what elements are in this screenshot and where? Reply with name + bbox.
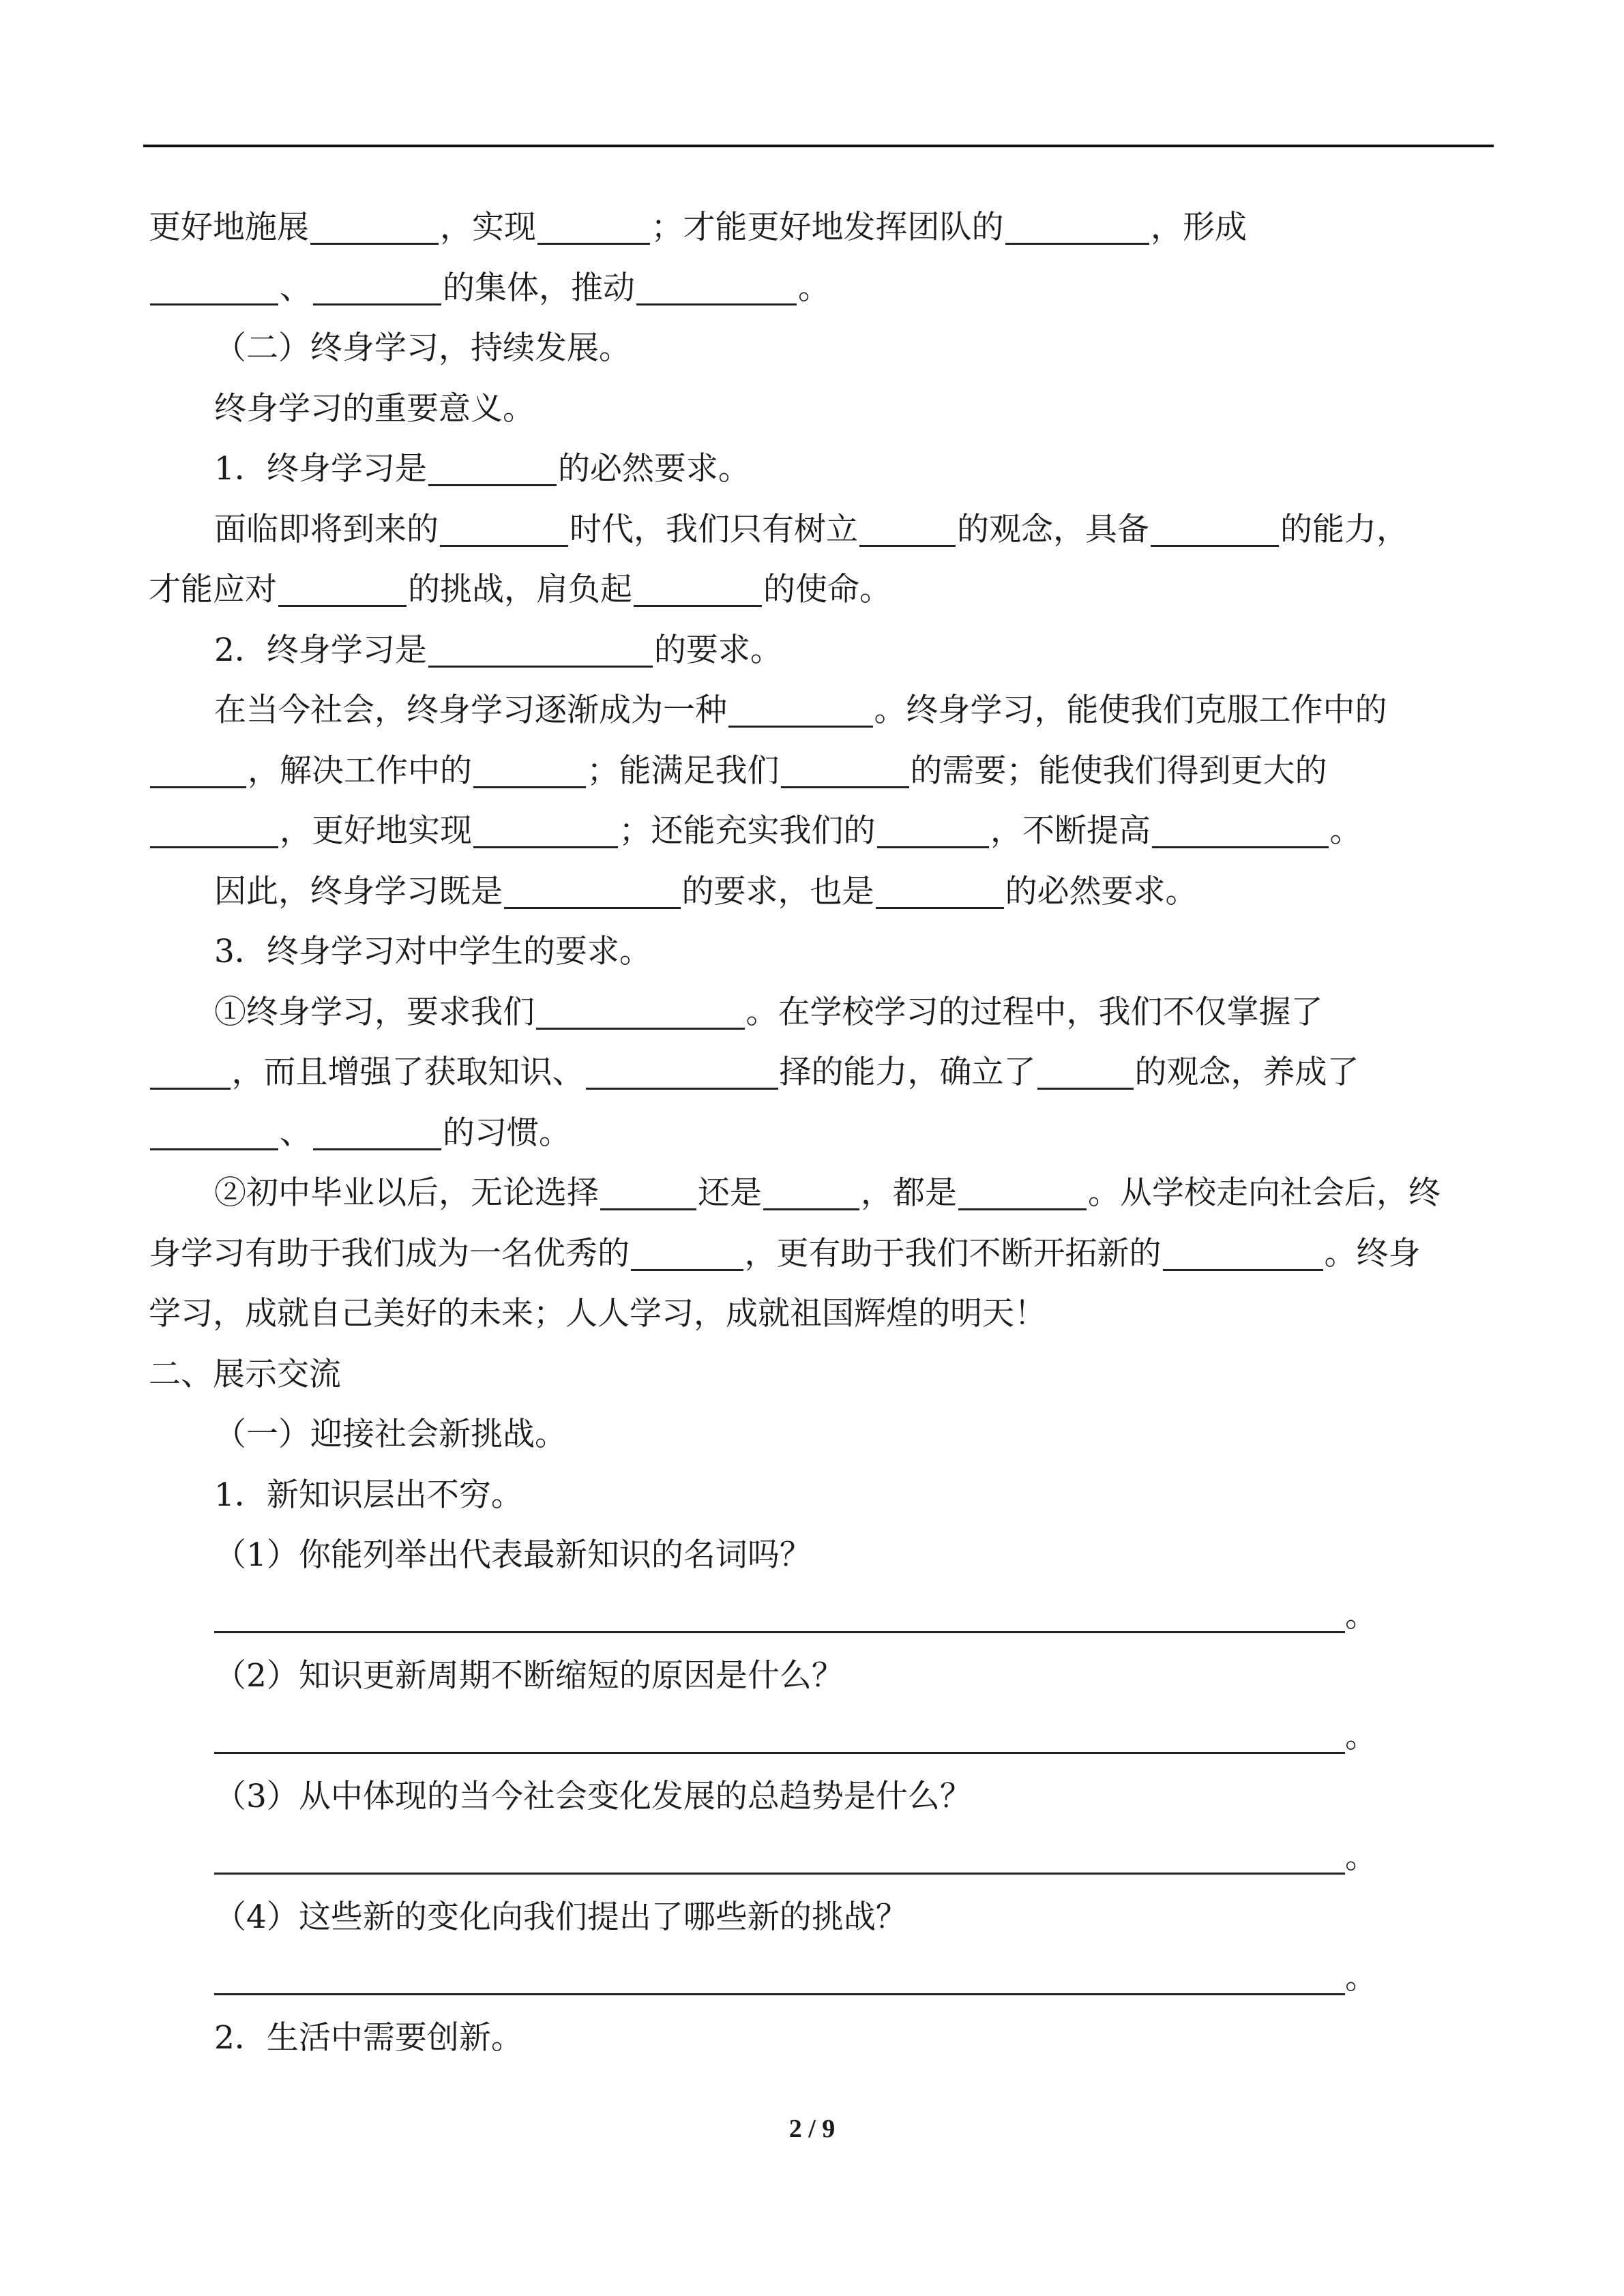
line-text: （1）你能列举出代表最新知识的名词吗？	[214, 1536, 812, 1574]
fill-in-blank[interactable]	[428, 627, 653, 668]
line-text: 。	[1345, 1717, 1377, 1755]
line-text: 。	[798, 269, 830, 307]
fill-in-blank[interactable]	[600, 1170, 696, 1210]
document-body	[149, 198, 1486, 2069]
fill-in-blank[interactable]	[636, 265, 797, 305]
line-text: ，解决工作中的	[248, 751, 472, 790]
text-line	[149, 439, 1486, 500]
fill-in-blank[interactable]	[763, 1170, 859, 1210]
line-text: 。	[1345, 1958, 1377, 1997]
line-text: 3．终身学习对中学生的要求。	[214, 933, 651, 970]
text-line	[149, 318, 1486, 379]
line-text: 的挑战，肩负起	[408, 571, 632, 608]
line-text: 的观念，养成了	[1134, 1054, 1359, 1091]
line-text: ，不断提高	[990, 812, 1151, 850]
line-text: ；能满足我们	[587, 751, 780, 790]
line-text: （2）知识更新周期不断缩短的原因是什么？	[214, 1657, 844, 1695]
text-line	[149, 1828, 1486, 1888]
line-text: 的使命。	[763, 571, 891, 608]
line-text: 二、展示交流	[149, 1355, 341, 1393]
fill-in-blank[interactable]	[537, 205, 650, 245]
page-number: 2 / 9	[788, 2115, 836, 2143]
line-text: 时代，我们只有树立	[570, 510, 858, 548]
line-text: ，而且增强了获取知识、	[231, 1054, 585, 1091]
fill-in-blank[interactable]	[313, 1110, 441, 1150]
line-text: 。在学校学习的过程中，我们不仅掌握了	[745, 993, 1323, 1031]
text-line	[149, 1284, 1486, 1345]
text-line	[149, 681, 1486, 741]
text-line	[149, 1767, 1486, 1828]
fill-in-blank[interactable]	[150, 265, 278, 305]
line-text: ，更好地实现	[280, 812, 472, 850]
text-line	[149, 1345, 1486, 1405]
line-text: 的必然要求。	[1005, 872, 1198, 910]
line-text: 2．生活中需要创新。	[214, 2019, 523, 2057]
line-text: （一）迎接社会新挑战。	[214, 1416, 567, 1453]
line-text: 的能力，	[1280, 510, 1408, 548]
line-text: 的要求，也是	[681, 872, 874, 910]
line-text: 因此，终身学习既是	[214, 872, 503, 910]
fill-in-blank[interactable]	[781, 748, 909, 788]
line-text: 、	[280, 1114, 312, 1152]
text-line	[149, 1163, 1486, 1224]
line-text: 。	[1345, 1596, 1377, 1635]
line-text: 、	[280, 269, 312, 307]
text-line	[149, 1948, 1486, 2009]
answer-line[interactable]	[214, 1714, 1345, 1754]
line-text: ；才能更好地发挥团队的	[651, 209, 1004, 246]
line-text: 。	[1329, 812, 1362, 850]
line-text: 。从学校走向社会后，终	[1088, 1174, 1441, 1212]
header-rule	[143, 145, 1494, 147]
fill-in-blank[interactable]	[877, 808, 990, 848]
fill-in-blank[interactable]	[440, 507, 568, 547]
text-line	[149, 198, 1486, 258]
fill-in-blank[interactable]	[1152, 808, 1329, 848]
line-text: 。终身	[1324, 1234, 1421, 1272]
text-line	[149, 1043, 1486, 1103]
line-text: ，形成	[1151, 209, 1247, 246]
fill-in-blank[interactable]	[313, 265, 441, 305]
line-text: 学习，成就自己美好的未来；人人学习，成就祖国辉煌的明天！	[149, 1295, 1046, 1332]
answer-line[interactable]	[214, 1593, 1345, 1633]
fill-in-blank[interactable]	[150, 808, 278, 848]
text-line	[149, 983, 1486, 1043]
line-text: ，实现	[440, 209, 536, 246]
line-text: 面临即将到来的	[214, 510, 439, 548]
text-line	[149, 258, 1486, 319]
fill-in-blank[interactable]	[1151, 507, 1279, 547]
line-text: ②初中毕业以后，无论选择	[214, 1174, 599, 1212]
text-line	[149, 1888, 1486, 1948]
line-text: （二）终身学习，持续发展。	[214, 329, 631, 367]
text-line	[149, 621, 1486, 681]
line-text: ；还能充实我们的	[619, 812, 876, 850]
text-line	[149, 560, 1486, 621]
fill-in-blank[interactable]	[150, 1049, 231, 1090]
text-line	[149, 1465, 1486, 1526]
fill-in-blank[interactable]	[428, 446, 557, 486]
fill-in-blank[interactable]	[536, 989, 745, 1030]
line-text: ，都是	[861, 1174, 957, 1212]
fill-in-blank[interactable]	[631, 1231, 743, 1271]
text-line	[149, 1405, 1486, 1465]
fill-in-blank[interactable]	[278, 567, 407, 607]
text-line	[149, 1586, 1486, 1647]
fill-in-blank[interactable]	[473, 808, 618, 848]
line-text: 。终身学习，能使我们克服工作中的	[874, 691, 1387, 729]
line-text: 终身学习的重要意义。	[214, 389, 535, 428]
line-text: ，更有助于我们不断开拓新的	[744, 1234, 1162, 1272]
line-text: 。	[1345, 1838, 1377, 1876]
text-line	[149, 1224, 1486, 1285]
line-text: 的必然要求。	[557, 450, 750, 488]
text-line	[149, 2008, 1486, 2069]
fill-in-blank[interactable]	[1005, 205, 1150, 245]
text-line	[149, 801, 1486, 862]
fill-in-blank[interactable]	[876, 869, 1004, 909]
fill-in-blank[interactable]	[586, 1049, 778, 1090]
fill-in-blank[interactable]	[150, 1110, 278, 1150]
fill-in-blank[interactable]	[634, 567, 762, 607]
text-line	[149, 1707, 1486, 1768]
line-text: 的观念，具备	[957, 510, 1149, 548]
line-text: （4）这些新的变化向我们提出了哪些新的挑战？	[214, 1898, 908, 1936]
line-text: 的集体，推动	[443, 269, 635, 307]
text-line	[149, 1525, 1486, 1586]
fill-in-blank[interactable]	[958, 1170, 1087, 1210]
text-line	[149, 379, 1486, 440]
line-text: 的习惯。	[443, 1114, 571, 1152]
line-text: 身学习有助于我们成为一名优秀的	[149, 1234, 630, 1272]
line-text: 在当今社会，终身学习逐渐成为一种	[214, 691, 727, 729]
fill-in-blank[interactable]	[1163, 1231, 1323, 1271]
line-text: 更好地施展	[149, 209, 309, 246]
text-line	[149, 922, 1486, 983]
fill-in-blank[interactable]	[504, 869, 681, 909]
answer-line[interactable]	[214, 1955, 1345, 1995]
text-line	[149, 741, 1486, 802]
line-text: 还是	[698, 1174, 762, 1212]
line-text: 1．新知识层出不穷。	[214, 1476, 523, 1514]
answer-line[interactable]	[214, 1834, 1345, 1875]
fill-in-blank[interactable]	[150, 748, 246, 788]
line-text: 1．终身学习是	[214, 450, 427, 488]
fill-in-blank[interactable]	[859, 507, 956, 547]
line-text: （3）从中体现的当今社会变化发展的总趋势是什么？	[214, 1778, 972, 1815]
text-line	[149, 1103, 1486, 1164]
line-text: ①终身学习，要求我们	[214, 993, 535, 1031]
fill-in-blank[interactable]	[728, 687, 873, 728]
line-text: 的要求。	[653, 631, 782, 669]
text-line	[149, 862, 1486, 923]
fill-in-blank[interactable]	[473, 748, 586, 788]
line-text: 2．终身学习是	[214, 631, 427, 669]
line-text: 择的能力，确立了	[779, 1054, 1036, 1091]
line-text: 的需要；能使我们得到更大的	[910, 751, 1327, 790]
text-line	[149, 500, 1486, 561]
text-line	[149, 1646, 1486, 1707]
fill-in-blank[interactable]	[310, 205, 439, 245]
fill-in-blank[interactable]	[1037, 1049, 1134, 1090]
line-text: 才能应对	[149, 571, 277, 608]
